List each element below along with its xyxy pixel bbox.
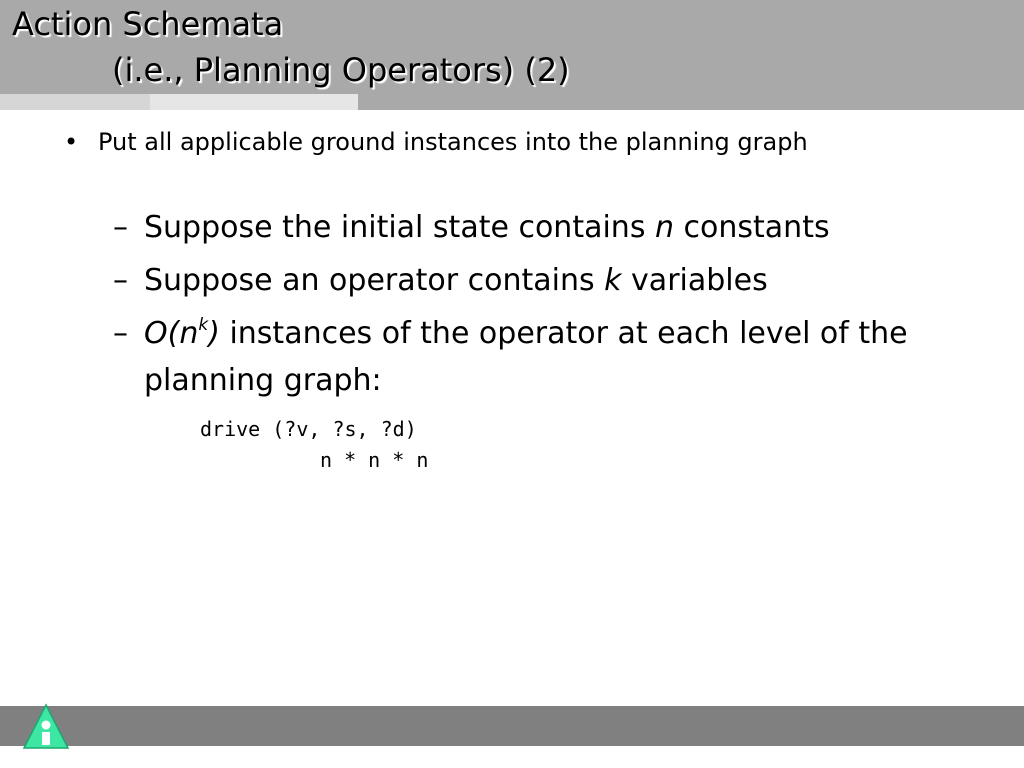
- sub-bullet-constants: [113, 204, 973, 251]
- code-line-count: n * n * n: [320, 448, 429, 472]
- complexity-expression: [144, 316, 220, 351]
- triangle-logo-icon: [22, 703, 70, 751]
- sub-bullet-text-end: constants: [674, 210, 830, 245]
- slide-title-line2: (i.e., Planning Operators) (2): [112, 51, 570, 89]
- sub-bullet-text-end: variables: [621, 263, 768, 298]
- sub-bullet-marker: –: [113, 210, 128, 245]
- sub-bullet-marker: –: [113, 263, 128, 298]
- sub-bullet-instances: [113, 310, 973, 404]
- title-accent-strip-left: [0, 94, 150, 110]
- complexity-base: O(n: [144, 316, 199, 351]
- complexity-close: ): [208, 316, 220, 351]
- slide-title-line1: Action Schemata: [12, 5, 284, 43]
- sub-bullet-text: Suppose the initial state contains: [144, 210, 655, 245]
- slide-title: [12, 1, 570, 93]
- code-example: [200, 414, 428, 476]
- title-accent-strip-right: [150, 94, 358, 110]
- sub-bullet-text: Suppose an operator contains: [144, 263, 605, 298]
- complexity-exponent: k: [198, 315, 209, 335]
- code-line-operator: drive (?v, ?s, ?d): [200, 417, 417, 441]
- bullet-item: [64, 124, 924, 161]
- bullet-marker: •: [64, 128, 79, 156]
- title-bar: [0, 0, 1024, 110]
- variable-n: n: [654, 210, 674, 245]
- sub-bullet-text-end: instances of the operator at each level of the planning graph:: [144, 316, 908, 398]
- variable-k: k: [604, 263, 622, 298]
- sub-bullet-variables: [113, 257, 973, 304]
- sub-bullet-marker: –: [113, 316, 128, 351]
- footer-bar: [0, 706, 1024, 746]
- bullet-text: Put all applicable ground instances into the planning graph: [98, 128, 808, 156]
